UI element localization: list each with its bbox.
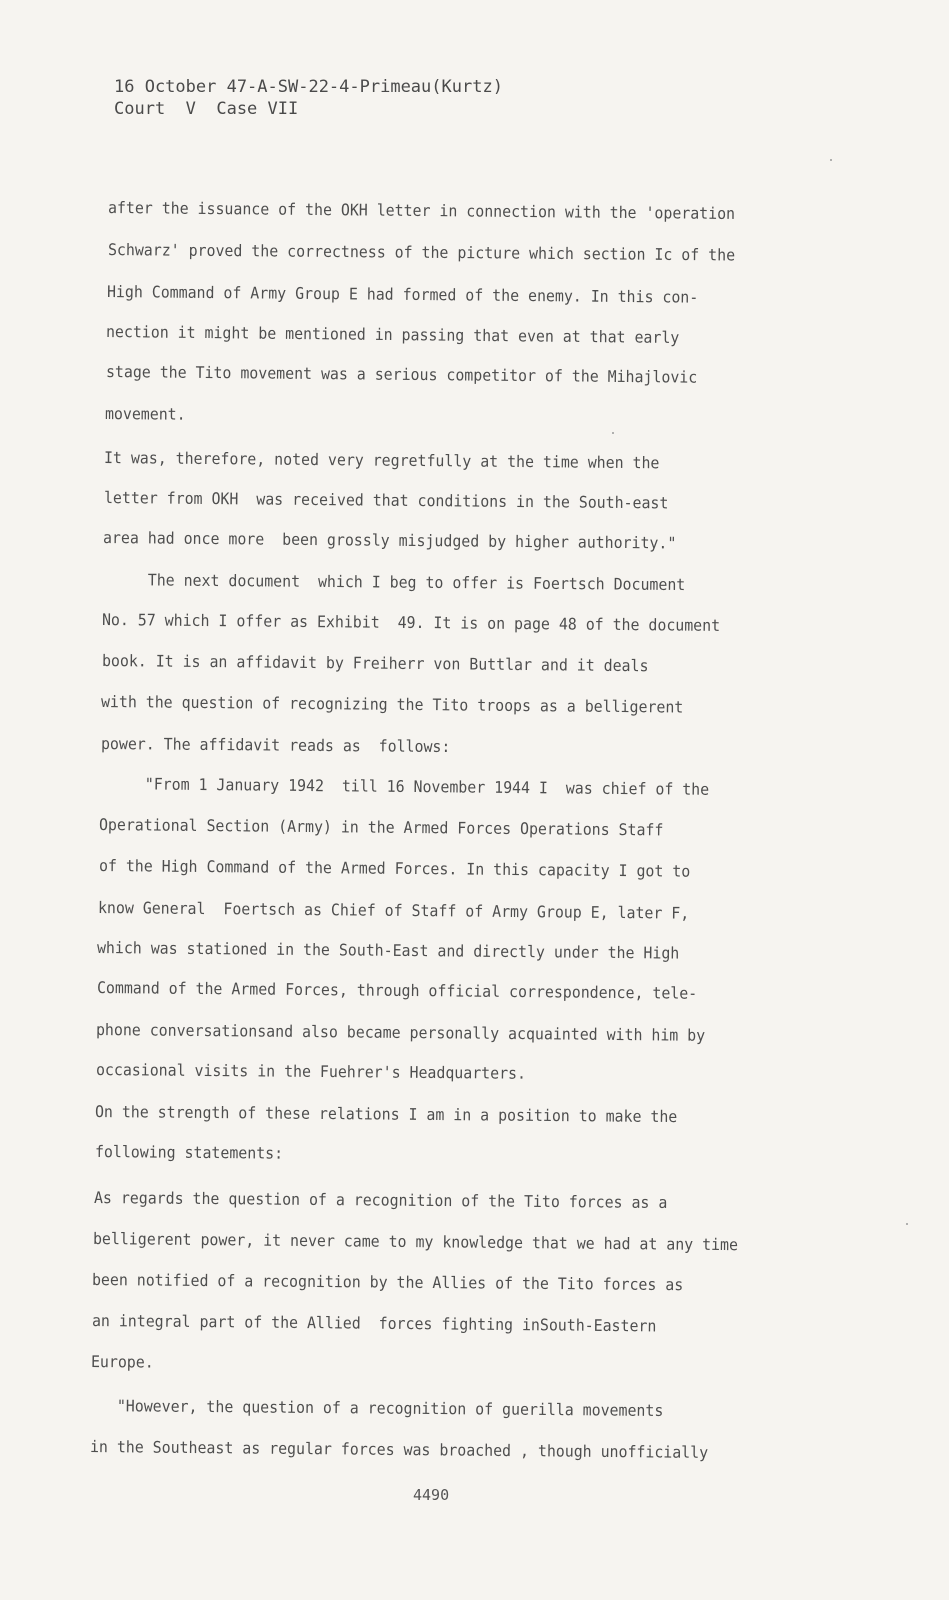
header-line-date-reference: 16 October 47-A-SW-22-4-Primeau(Kurtz) xyxy=(114,77,503,97)
body-line-19: which was stationed in the South-East and directly under the High xyxy=(96,938,680,963)
body-line-10: The next document which I beg to offer is Foertsch Document xyxy=(102,570,686,595)
body-line-23: On the strength of these relations I am in a position to make the xyxy=(94,1102,678,1127)
document-header xyxy=(114,76,503,120)
body-line-1: after the issuance of the OKH letter in connection with the 'operation xyxy=(107,198,736,224)
body-line-21: phone conversationsand also became personally acquainted with him by xyxy=(95,1020,706,1045)
body-line-30: "However, the question of a recognition of guerilla movements xyxy=(89,1396,664,1421)
body-line-29: Europe. xyxy=(90,1352,154,1372)
body-line-8: letter from OKH was received that conditions in the South-east xyxy=(103,488,669,513)
body-line-4: nection it might be mentioned in passing that even at that early xyxy=(105,322,680,348)
body-line-28: an integral part of the Allied forces fighting inSouth-Eastern xyxy=(91,1311,657,1336)
body-line-15: "From 1 January 1942 till 16 November 1944 I was chief of the xyxy=(99,774,710,799)
paper-speck xyxy=(906,1223,908,1225)
body-line-13: with the question of recognizing the Tito troops as a belligerent xyxy=(100,692,684,717)
body-line-20: Command of the Armed Forces, through official correspondence, tele- xyxy=(96,978,698,1003)
paper-speck xyxy=(830,159,832,161)
body-line-22: occasional visits in the Fuehrer's Headquarters. xyxy=(95,1060,527,1083)
header-line-court-case: Court V Case VII xyxy=(114,99,299,119)
body-line-5: stage the Tito movement was a serious competitor of the Mihajlovic xyxy=(105,362,698,387)
body-line-7: It was, therefore, noted very regretfully at the time when the xyxy=(103,448,660,473)
body-line-18: know General Foertsch as Chief of Staff of Army Group E, later F, xyxy=(97,898,690,923)
page-number: 4490 xyxy=(413,1486,450,1504)
body-line-31: in the Southeast as regular forces was broached , though unofficially xyxy=(89,1437,709,1462)
body-line-14: power. The affidavit reads as follows: xyxy=(100,734,451,757)
body-line-26: belligerent power, it never came to my knowledge that we had at any time xyxy=(92,1229,739,1255)
body-line-24: following statements: xyxy=(94,1142,284,1163)
body-line-25: As regards the question of a recognition of the Tito forces as a xyxy=(93,1188,668,1213)
body-line-11: No. 57 which I offer as Exhibit 49. It is on page 48 of the document xyxy=(101,610,721,635)
body-line-27: been notified of a recognition by the Allies of the Tito forces as xyxy=(91,1270,684,1295)
body-line-17: of the High Command of the Armed Forces. In this capacity I got to xyxy=(98,856,691,881)
body-line-3: High Command of Army Group E had formed of the enemy. In this con- xyxy=(106,282,699,307)
body-line-9: area had once more been grossly misjudged by higher authority." xyxy=(102,528,677,553)
body-line-2: Schwarz' proved the correctness of the picture which section Ic of the xyxy=(107,240,736,265)
body-line-16: Operational Section (Army) in the Armed Forces Operations Staff xyxy=(98,815,664,840)
paper-speck xyxy=(612,432,614,434)
body-line-12: book. It is an affidavit by Freiherr von Buttlar and it deals xyxy=(101,651,649,676)
body-line-6: movement. xyxy=(104,404,186,424)
